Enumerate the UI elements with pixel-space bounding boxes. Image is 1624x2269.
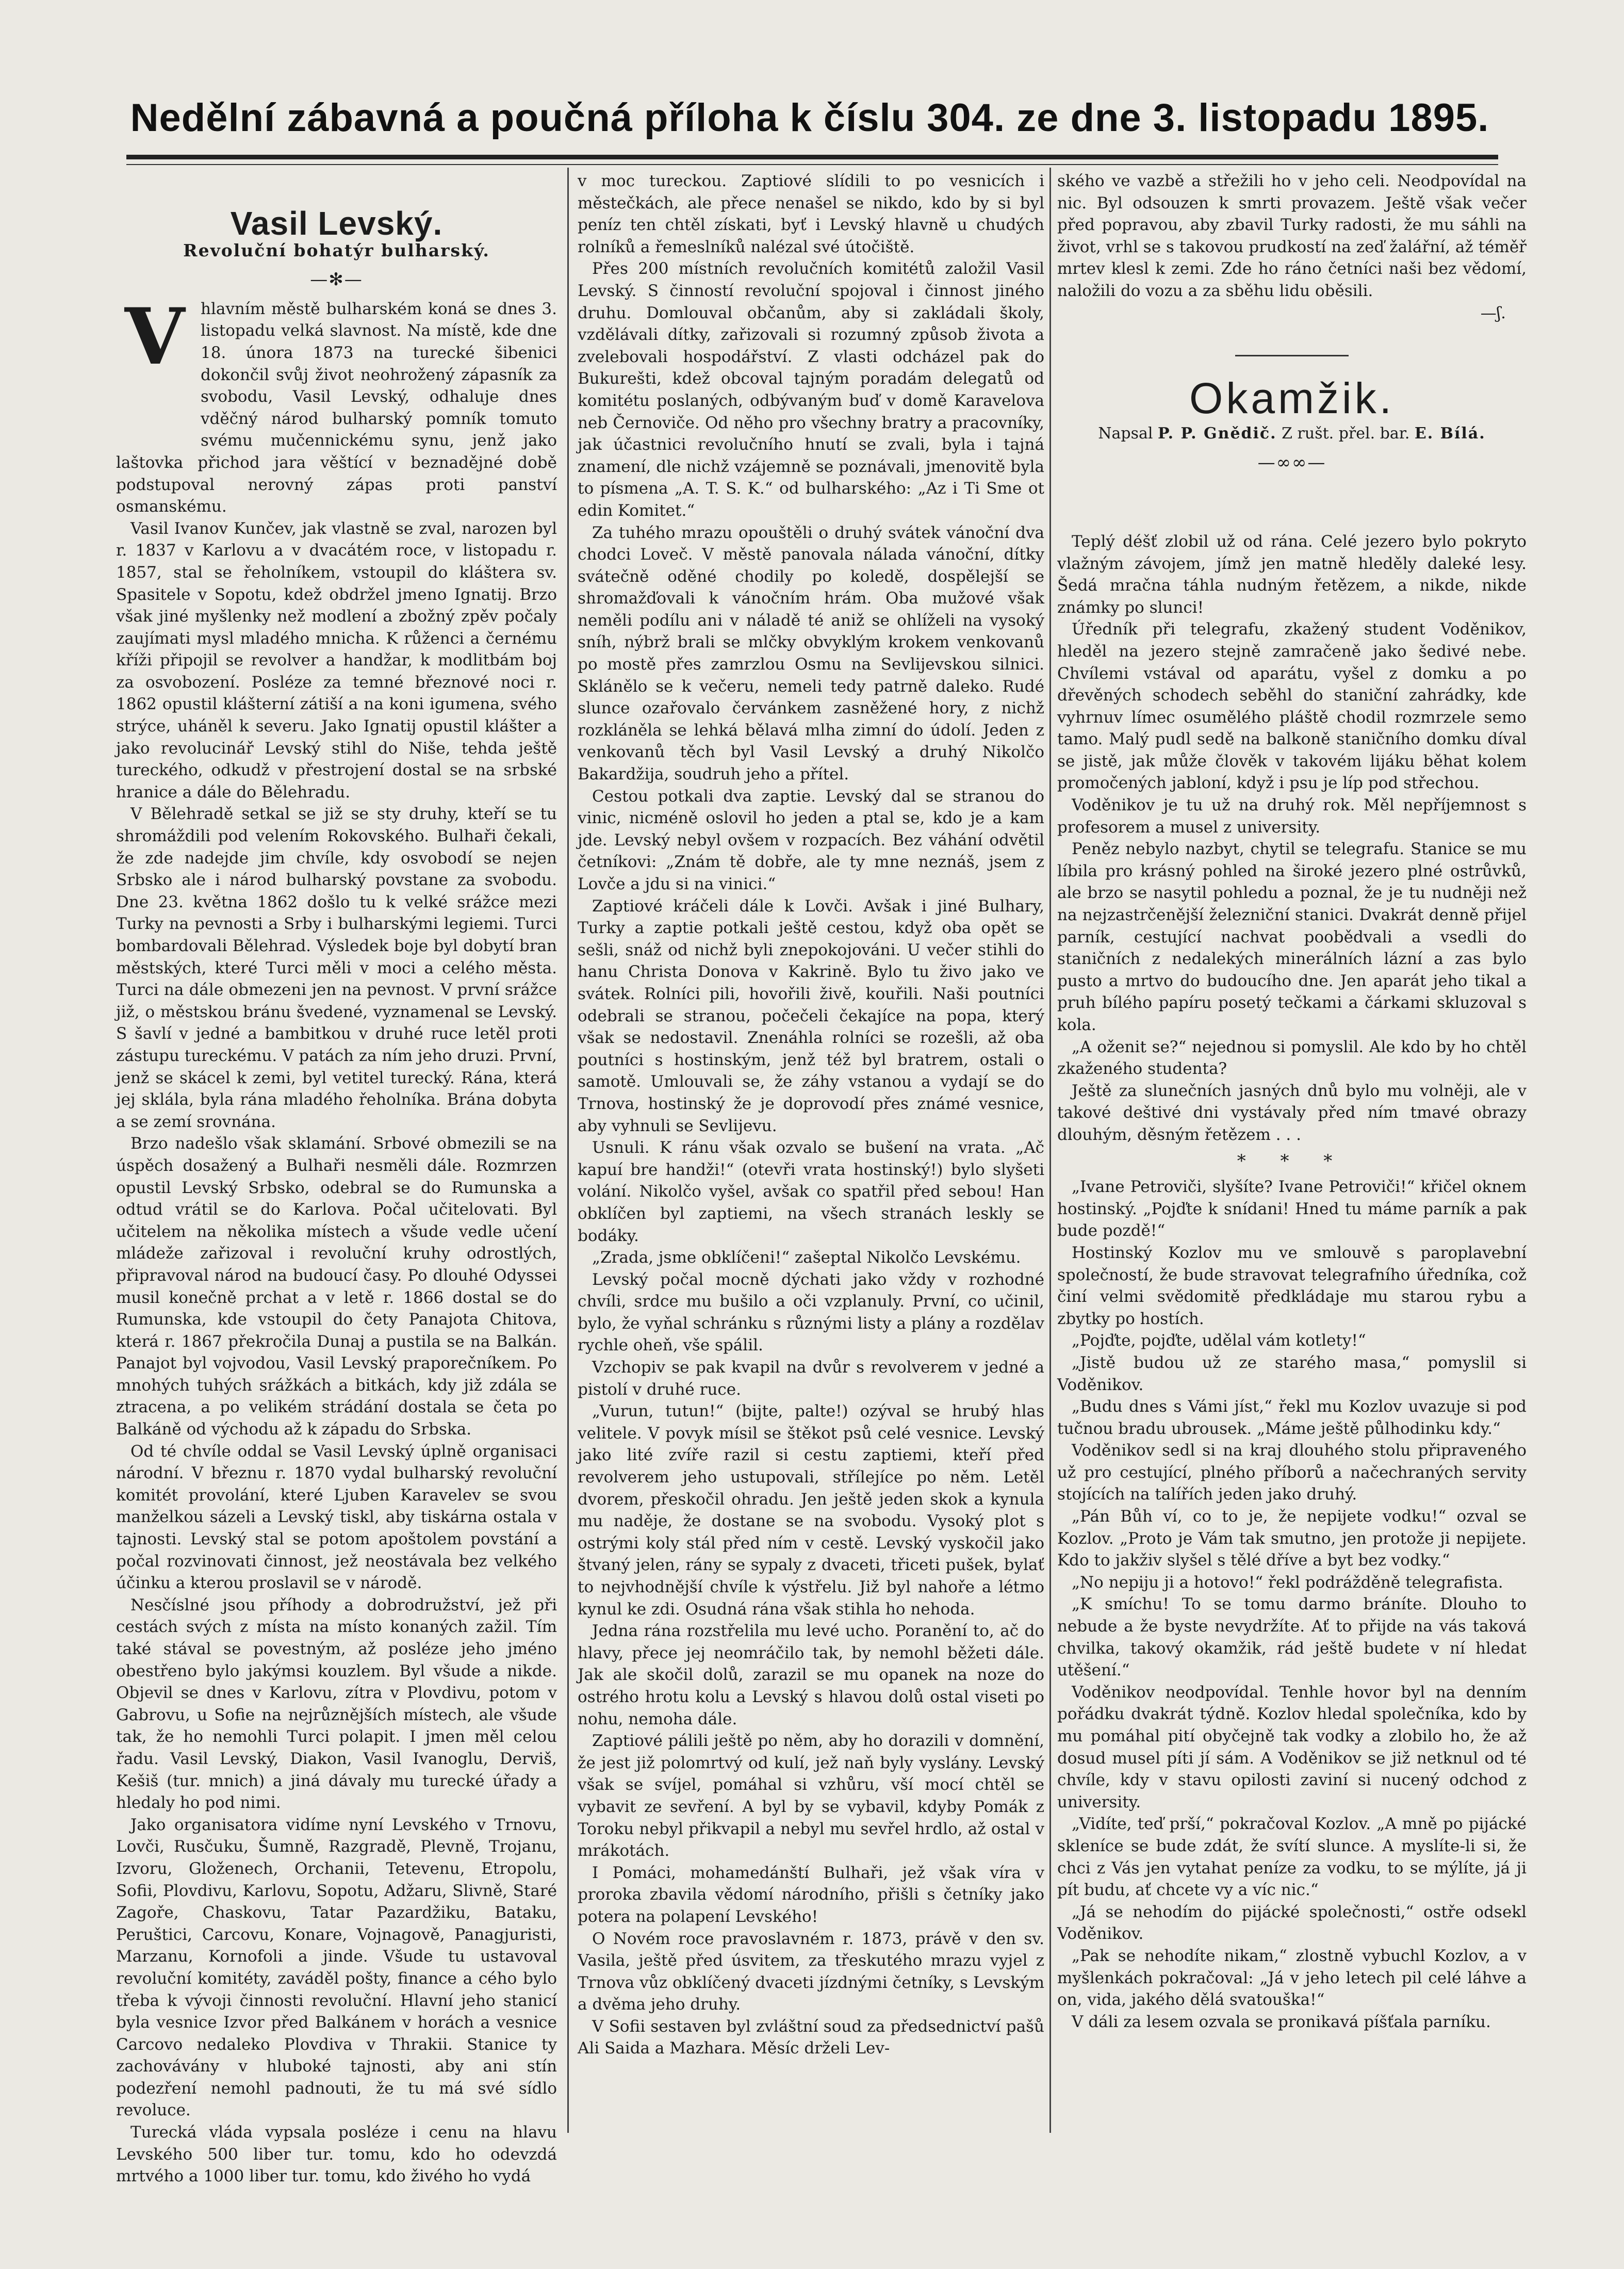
paragraph: „Jistě budou už ze starého masa,“ pomyslil si Voděnikov. [1057, 1353, 1527, 1394]
scene-break: * * * [1237, 1150, 1347, 1171]
article-subtitle: Revoluční bohatýr bulharský. [183, 240, 490, 260]
paragraph: ského ve vazbě a střežili ho v jeho celi. Neodpovídal na nic. Byl odsouzen k smrti provazem. Ještě však večer před popravou, aby zbavil Turky radosti, že mu sáhli na život, vrhl se s takovou prudkostí na zeď žalářní, až téměř mrtev klesl k zemi. Zde ho ráno četníci naši bez vědomí, naložili do vozu a za sběhu lidu oběsili. [1057, 172, 1527, 300]
paragraph: Turecká vláda vypsala posléze i cenu na hlavu Levského 500 liber tur. tomu, kdo ho odevzdá mrtvého a 1000 liber tur. tomu, kdo živého ho vydá [116, 2123, 557, 2186]
paragraph: Nesčíslné jsou příhody a dobrodružství, jež při cestách svých z místa na místo konaných zažil. Tím také stával se povestným, až posléze jeho jméno obestřeno bylo jakýmsi kouzlem. Byl všude a nikde. Objevil se dnes v Karlovu, zítra v Plovdivu, potom v Gabrovu, u Sofie na nejrůznějších místech, ale všude tak, že ho nemohli Turci polapit. I jmen měl celou řadu. Vasil Levský, Diakon, Vasil Ivanoglu, Derviš, Kešiš (tur. mnich) a jiná dávaly mu turecké úřady a hledaly ho pod nimi. [116, 1595, 557, 1813]
paragraph: V Sofii sestaven byl zvláštní soud za předsednictví pašů Ali Saida a Mazhara. Měsíc drželi Lev- [578, 2017, 1044, 2058]
paragraph: Voděnikov sedl si na kraj dlouhého stolu připraveného už pro cestující, plného příborů a načechraných servity stojících na talířích jeden jako druhý. [1057, 1441, 1527, 1504]
article-title: Vasil Levský. [230, 205, 443, 242]
paragraph: „Pán Bůh ví, co to je, že nepijete vodku!“ ozval se Kozlov. „Proto je Vám tak smutno, jen protože ji nepijete. Kdo to jakživ slyšel s tělé dříve a byt bez vodky.“ [1057, 1507, 1527, 1570]
translator-name: E. Bílá. [1414, 424, 1486, 443]
paragraph: Hostinský Kozlov mu ve smlouvě s paroplavební společností, že bude stravovat telegrafního úředníka, což činí velmi svědomitě předkládaje mu starou rybu a zbytky po hostích. [1057, 1243, 1527, 1328]
ornament: —∞∞— [1257, 452, 1326, 474]
paragraph: I Pomáci, mohamedánští Bulhaři, jež však víra v proroka zbavila vědomí národního, přišli s četníky jako potera na polapení Levského! [578, 1863, 1044, 1926]
paragraph: Voděnikov je tu už na druhý rok. Měl nepříjemnost s profesorem a musel z university. [1057, 796, 1527, 837]
paragraph: Teplý déšť zlobil už od rána. Celé jezero bylo pokryto vlažným závojem, jímž jen matně hleděly daleké lesy. Šedá mračna táhla nudným řetězem, a nikde, nikde známky po slunci! [1057, 532, 1527, 617]
paragraph: Vasil Ivanov Kunčev, jak vlastně se zval, narozen byl r. 1837 v Karlovu a v dvacátém roce, v listopadu r. 1857, stal se řeholníkem, vstoupil do kláštera sv. Spasitele v Sopotu, kdež obdržel jmeno Ignatij. Brzo však jiné myšlenky než modlení a zbožný zpěv počaly zaujímati mysl mladého mnicha. K růženci a černému kříži připojil se revolver a handžar, k modlitbám boj za osvobození. Posléze za temné březnové noci r. 1862 opustil klášterní zátiší a na koni igumena, svého strýce, uháněl k severu. Jako Ignatij opustil klášter a jako revolucinář Levský stihl do Niše, tehda ještě tureckého, odkudž v přestrojení dostal se na srbské hranice a dále do Bělehradu. [116, 519, 557, 802]
paragraph: Voděnikov neodpovídal. Tenhle hovor byl na denním pořádku dvakrát týdně. Kozlov hledal společníka, kdo by mu pomáhal pití obyčejně tak vodky a zlobilo ho, že až dosud musel píti jí sám. A Voděnikov se již netknul od té chvíle, kdy v stavu opilosti zaviní si nucený odchod z university. [1057, 1683, 1527, 1811]
paragraph: Cestou potkali dva zaptie. Levský dal se stranou do vinic, nicméně oslovil ho jeden a ptal se, kdo je a kam jde. Levský nebyl ovšem v rozpacích. Bez váhání odvětil četníkovi: „Znám tě dobře, ale ty mne neznáš, jsem z Lovče a jdu si na vinici.“ [578, 787, 1044, 893]
paragraph: Ještě za slunečních jasných dnů bylo mu volněji, ale v takové deštivé dni vystávaly před ním tmavé obrazy dlouhým, děsným řetězem . . . [1057, 1081, 1527, 1144]
column-divider [1049, 168, 1051, 2133]
paragraph: „Zrada, jsme obklíčeni!“ zašeptal Nikolčo Levskému. [592, 1248, 1021, 1267]
header-rule [126, 155, 1498, 159]
author-signature: —ʃ. [1480, 303, 1506, 322]
paragraph: Od té chvíle oddal se Vasil Levský úplně organisaci národní. V březnu r. 1870 vydal bulharský revoluční komitét provolání, které Ljuben Karavelev se svou manželkou sázeli a Levský tiskl, aby tiskárna ostala v tajnosti. Levský stal se potom apoštolem povstání a počal rozvinovati činnost, jež neostávala bez velkého účinku a kterou proslavil se v národě. [116, 1442, 557, 1593]
paragraph: Přes 200 místních revolučních komitétů založil Vasil Levský. S činností revoluční spojoval i činnost jiného druhu. Domlouval občanům, aby si zakládali školy, vzdělávali dítky, zařizovali si rozumný způsob života a zvelebovali hospodářství. Z vlasti odcházel pak do Bukurešti, kdež obcoval tajným poradám delegatů od komitétu poslaných, odbývaným buď v domě Karavelova neb Černoviče. Od něho pro všechny bratry a pracovníky, jak účastnici revolučního hnutí se zvali, byla i tajná znamení, dle nichž vzájemně se poznávali, jmenovitě byla to písmena „A. T. S. K.“ od bulharského: „Az i Ti Sme ot edin Komitet.“ [578, 259, 1044, 520]
drop-cap: V [124, 291, 185, 382]
paragraph: Vzchopiv se pak kvapil na dvůr s revolverem v jedné a pistolí v druhé ruce. [578, 1358, 1044, 1399]
paragraph: Jedna rána rozstřelila mu levé ucho. Poranění to, ač do hlavy, přece jej neomráčilo tak, by nemohl běžeti dále. Jak ale skočil dolů, zarazil se mu opanek na noze do ostrého hrotu kolu a Levský s hlavou dolů ostal viseti po nohu, nemoha dále. [578, 1622, 1044, 1728]
section-separator [1235, 355, 1349, 356]
paragraph: v moc tureckou. Zaptiové slídili to po vesnicích i městečkách, ale přece nenašel se nikdo, kdo by si byl peníz ten chtěl získati, byť i Levský hlavně u chudých rolníků a řemeslníků nalézal své útočiště. [578, 172, 1044, 256]
paragraph: „Vidíte, teď prší,“ pokračoval Kozlov. „A mně po pijácké skleníce se bude zdát, že svítí slunce. A myslíte-li si, že chci z Vás jen vytahat peníze za vodku, to se mýlíte, já ji pít budu, ať chcete vy a víc nic.“ [1057, 1815, 1527, 1900]
paragraph: V Bělehradě setkal se již se sty druhy, kteří se tu shromáždili pod velením Rokovského. Bulhaři čekali, že zde nadejde jim chvíle, kdy osvobodí se nejen Srbsko ale i národ bulharský povstane za svobodu. Dne 23. května 1862 došlo tu k velké srážce mezi Turky na pevnosti a Srby i bulharskými legiemi. Turci bombardovali Bělehrad. Výsledek boje byl dobytí bran městských, které Turci měli v moci a celého města. Turci na dále obmezeni jen na pevnost. V první srážce již, o městskou bránu švedené, vyznamenal se Levský. S šavlí v jedné a bambitkou v druhé ruce letěl proti zástupu tureckému. V patách za ním jeho druzi. První, jenž se skácel k zemi, byl vetitel turecký. Rána, která jej sklála, byla rána mladého řeholníka. Brána dobyta a se zemí srovnána. [116, 805, 557, 1131]
paragraph: Za tuhého mrazu opouštěli o druhý svátek vánoční dva chodci Loveč. V městě panovala nálada vánoční, dítky svátečně oděné chodily po koledě, dospělejší se shromažďovali k vánočním hrám. Oba mužové však neměli podílu ani v náladě té aniž se ohlíželi na vysoký sníh, nýbrž brali se mlčky obvyklým krokem venkovanů po mostě přes zamrzlou Osmu na Sevlijevskou silnici. Sklánělo se k večeru, nemeli tedy patrně daleko. Rudé slunce ozařovalo červánkem zasněžené hory, z nichž rozkláněla se lehká bělavá mlha zimní do údolí. Jeden z venkovanů těch byl Vasil Levský a druhý Nikolčo Bakardžija, soudruh jeho a přítel. [578, 523, 1044, 784]
paragraph: Brzo nadešlo však sklamání. Srbové obmezili se na úspěch dosažený a Bulhaři nesměli dále. Rozmrzen opustil Levský Srbsko, odebral se do Rumunska a odtud vrátil se do Karlova. Počal učitelovati. Byl učitelem na několika místech a všude vedle učení mládeže zařizoval i revoluční kruhy odrostlých, připravoval národ na budoucí časy. Po dlouhé Odyssei musil konečně prchat a v letě r. 1866 dostal se do Rumunska, kde vstoupil do čety Panajota Chitova, která r. 1867 překročila Dunaj a pustila se na Balkán. Panajot byl vojvodou, Vasil Levský praporečníkem. Po mnohých tuhých srážkách a bitkách, kdy již zdála se ztracena, a po velikém strádání dostala se četa po Balkáně od východu až k západu do Srbska. [116, 1134, 557, 1439]
column-2 [578, 170, 1044, 2060]
author-name: P. P. Gnědič. [1158, 424, 1277, 443]
paragraph: hlavním městě bulharském koná se dnes 3. listopadu velká slavnost. Na místě, kde dne 18. února 1873 na turecké šibenici dokončil svůj život neohrožený zápasník za svobodu, Vasil Levský, odhaluje dnes vděčný národ bulharský pomník tomuto svému mučennickému synu, jenž jako laštovka přichod jara věštící v beznadějné době podstupoval nerovný zápas proti panství osmanskému. [116, 299, 557, 516]
paragraph: „Vurun, tutun!“ (bijte, palte!) ozýval se hrubý hlas velitele. V povyk mísil se štěkot psů celé vesnice. Levský jako lité zvíře razil si cestu zaptiemi, kteří před revolverem jeho ustupovali, střílejíce po něm. Letěl dvorem, přeskočil ohradu. Jen ještě jeden skok a kynula mu naděje, že dostane se na svobodu. Vysoký plot s ostrými koly stál před ním v cestě. Levský vyskočil jako štvaný jelen, rány se sypaly z dvaceti, třiceti pušek, bylať to nejvhodnější chvíle k výstřelu. Již byl nahoře a létmo kynul ke zdi. Osudná rána však stihla ho nehoda. [578, 1402, 1044, 1619]
paragraph: V dáli za lesem ozvala se pronikavá píšťala parníku. [1072, 2012, 1491, 2031]
paragraph: Úředník při telegrafu, zkažený student Voděnikov, hleděl na jezero stejně zamračeně jako šedivé nebe. Chvílemi vstával od aparátu, vyšel z domku a po dřevěných schodech seběhl do staniční zahrádky, kde vyhrnuv límec osumělého pláště chodil rozmrzele semo tamo. Malý pudl sedě na balkoně staničního domku díval se jistě, jak může člověk v takovém lijáku běhat kolem promočených jabloní, když i psu je líp pod střechou. [1057, 620, 1527, 793]
header-rule-thin [126, 164, 1498, 165]
paragraph: „Já se nehodím do pijácké společnosti,“ ostře odsekl Voděnikov. [1057, 1902, 1527, 1944]
paragraph: Jako organisatora vidíme nyní Levského v Trnovu, Lovči, Rusčuku, Šumně, Razgradě, Plevně, Trojanu, Izvoru, Gloženech, Orchanii, Tetevenu, Etropolu, Sofii, Plovdivu, Karlovu, Sopotu, Adžaru, Slivně, Staré Zagoře, Chaskovu, Tatar Pazardžiku, Bataku, Peruštici, Carcovu, Konare, Vojnagově, Panagjuristi, Marzanu, Kornofoli a jinde. Všude tu ustavoval revoluční komitéty, zaváděl pošty, finance a cého bylo třeba k vývoji činnosti revoluční. Hlavní jeho stanicí byla vesnice Izvor před Balkánem v horách a vesnice Carcovo nedaleko Plovdiva v Thrakii. Stanice ty zachovávány v hluboké tajnosti, aby ani stín podezření nemohl padnouti, že tu má své sídlo revoluce. [116, 1815, 557, 2120]
spacer [1057, 481, 1527, 531]
paragraph: Zaptiové pálili ještě po něm, aby ho dorazili v domnění, že jest již polomrtvý od kulí, jež naň byly vyslány. Levský však se svíjel, pomáhal si vzhůru, vší mocí chtěl se vybavit ze sevření. A byl by se vybavil, kdyby Pomák z Toroku nebyl přikvapil a nebyl mu sevřel hrdlo, až ostal v mrákotách. [578, 1732, 1044, 1860]
paragraph: „Budu dnes s Vámi jíst,“ řekl mu Kozlov uvazuje si pod tučnou bradu ubrousek. „Máme ještě půlhodinku kdy.“ [1057, 1397, 1527, 1438]
paragraph: „A oženit se?“ nejednou si pomyslil. Ale kdo by ho chtěl zkaženého studenta? [1057, 1037, 1527, 1079]
paragraph: „Pak se nehodíte nikam,“ zlostně vybuchl Kozlov, a v myšlenkách pokračoval: „Já v jeho letech pil celé láhve a on, vida, jakého dělá svatouška!“ [1057, 1946, 1527, 2010]
paragraph: Levský počal mocně dýchati jako vždy v rozhodné chvíli, srdce mu bušilo a oči vzplanuly. První, co učinil, bylo, že vyňal schránku s různými listy a plány a rozdělav rychle oheň, vše spálil. [578, 1270, 1044, 1355]
column-1 [116, 170, 557, 2188]
supplement-header: Nedělní zábavná a poučná příloha k číslu 304. ze dne 3. listopadu 1895. [130, 96, 1489, 140]
paragraph: Zaptiové kráčeli dále k Lovči. Avšak i jiné Bulhary, Turky a zaptie potkali ještě cestou, když oba opět se sešli, snáž od nichž byli znepokojováni. U večer stihli do hanu Christa Donova v Kakrině. Bylo tu živo jako ve svátek. Rolníci pili, hovořili živě, kouřili. Naši poutníci odebrali se stranou, počečeli čekajíce na popa, který však se nedostavil. Znenáhla rolníci se rozešli, až oba poutníci s hostinským, jenž též byl bratrem, ostali o samotě. Umlouvali se, že záhy vstanou a vydají se do Trnova, hostinský že je doprovodí přes známé vesnice, aby vyhnuli se Sevlijevu. [578, 896, 1044, 1135]
column-3 [1057, 170, 1527, 2033]
story-byline: Napsal P. P. Gnědič. Z rušt. přel. bar. E. Bílá. [1098, 424, 1486, 443]
paragraph: „No nepiju ji a hotovo!“ řekl podrážděně telegrafista. [1072, 1573, 1503, 1592]
paragraph: „K smíchu! To se tomu darmo bráníte. Dlouho to nebude a že byste nevydržíte. Ať to přijde na vás taková chvilka, takový okamžik, rád ještě budete v ní hledat utěšení.“ [1057, 1595, 1527, 1680]
paragraph: Peněz nebylo nazbyt, chytil se telegrafu. Stanice se mu líbila pro krásný pohled na široké jezero plné ostrůvků, ale brzo se nasytil pohledu a poznal, že je tu nudněji než na nejzastrčenější železniční stanici. Dvakrát denně přijel parník, cestující nachvat poobědvali a vsedli do staničních z nedalekých minerálních lázní a zas bylo pusto a mrtvo do budoucího dne. Jen aparát jeho tikal a pruh bílého papíru posetý tečkami a čárkami skluzoval s kola. [1057, 840, 1527, 1034]
story-title: Okamžik. [1189, 374, 1395, 423]
column-divider [567, 168, 569, 2133]
paragraph: „Pojďte, pojďte, udělal vám kotlety!“ [1072, 1331, 1366, 1350]
paragraph: O Novém roce pravoslavném r. 1873, právě v den sv. Vasila, ještě před úsvitem, za třeskutého mrazu vyjel z Trnova vůz obklíčený dvaceti jízdnými četníky, s Levským a dvěma jeho druhy. [578, 1929, 1044, 2014]
ornament: —✻— [310, 269, 363, 290]
paragraph: „Ivane Petroviči, slyšíte? Ivane Petroviči!“ křičel oknem hostinský. „Pojďte k snídani! Hned tu máme parník a pak bude pozdě!“ [1057, 1178, 1527, 1240]
paragraph: Usnuli. K ránu však ozvalo se bušení na vrata. „Ač kapuí bre handži!“ (otevři vrata hostinský!) bylo slyšeti volání. Nikolčo vyšel, avšak co spatřil před sebou! Han obklíčen byl zaptiemi, na všech stranách leskly se bodáky. [578, 1138, 1044, 1245]
